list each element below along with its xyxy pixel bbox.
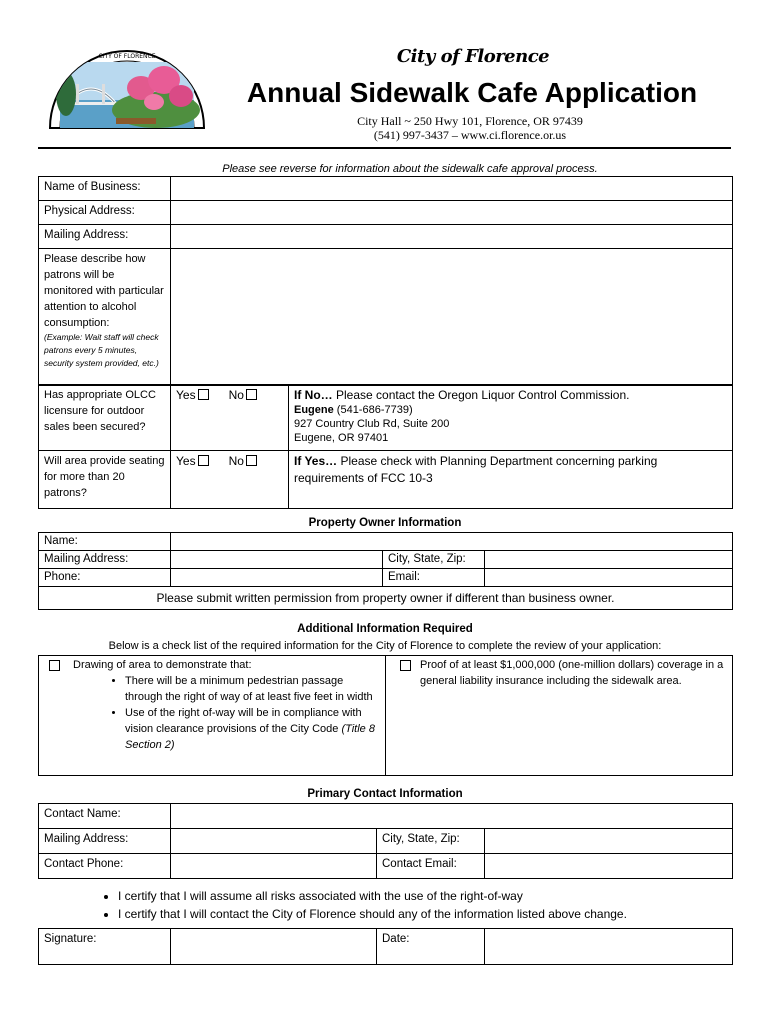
city-name-script: City of Florence <box>396 46 550 67</box>
physical-address-field[interactable] <box>171 201 733 225</box>
mailing-address-field[interactable] <box>171 225 733 249</box>
svg-text:CITY OF FLORENCE: CITY OF FLORENCE <box>98 53 156 60</box>
business-name-label: Name of Business: <box>39 177 171 201</box>
city-logo <box>46 44 208 132</box>
owner-mailing-field[interactable] <box>171 551 383 569</box>
signature-label: Signature: <box>39 929 171 965</box>
contact-email-field[interactable] <box>485 854 733 879</box>
patrons-yes-option[interactable]: Yes <box>176 454 209 468</box>
olcc-no-checkbox[interactable] <box>246 389 257 400</box>
contact-city-field[interactable] <box>485 829 733 854</box>
drawing-bullet-pedestrian: • There will be a minimum pedestrian passage through the right of way of at least five feet in width <box>125 673 379 705</box>
owner-permission-note: Please submit written permission from property owner if different than business owner. <box>39 587 733 610</box>
owner-city-label: City, State, Zip: <box>383 551 485 569</box>
contact-table <box>38 803 733 879</box>
patrons-options <box>171 451 289 509</box>
drawing-item: Drawing of area to demonstrate that: • There will be a minimum pedestrian passage through the right of way of at least five feet in width • Use of the right of-way will be in compliance with vision clearance provisions of the City Code (Title 8 Section 2) <box>39 656 386 776</box>
olcc-options <box>171 385 289 451</box>
contact-bottom-rule <box>38 878 733 879</box>
contact-name-field[interactable] <box>171 804 733 829</box>
monitoring-field[interactable] <box>171 249 733 386</box>
mailing-address-label: Mailing Address: <box>39 225 171 249</box>
business-name-field[interactable] <box>171 177 733 201</box>
drawing-checkbox[interactable] <box>49 660 60 671</box>
olcc-yes-checkbox[interactable] <box>198 389 209 400</box>
intro-note: Please see reverse for information about the sidewalk cafe approval process. <box>222 163 598 175</box>
owner-table <box>38 532 733 610</box>
physical-address-label: Physical Address: <box>39 201 171 225</box>
owner-section-title: Property Owner Information <box>308 517 462 529</box>
owner-email-label: Email: <box>383 569 485 587</box>
contact-phone-label: Contact Phone: <box>39 854 171 879</box>
insurance-item: Proof of at least $1,000,000 (one-million dollars) coverage in a general liability insurance including the sidewalk area. <box>386 656 733 776</box>
business-table <box>38 176 733 386</box>
additional-section-title: Additional Information Required <box>297 623 473 635</box>
owner-city-field[interactable] <box>485 551 733 569</box>
contact-section-title: Primary Contact Information <box>307 788 463 800</box>
contact-name-label: Contact Name: <box>39 804 171 829</box>
questions-table <box>38 384 733 509</box>
patrons-no-option[interactable]: No <box>229 454 257 468</box>
signature-field[interactable] <box>171 929 377 965</box>
signature-table <box>38 928 733 965</box>
olcc-question: Has appropriate OLCC licensure for outdoor sales been secured? <box>39 385 171 451</box>
owner-phone-label: Phone: <box>39 569 171 587</box>
contact-email-label: Contact Email: <box>377 854 485 879</box>
monitoring-example: (Example: Wait staff will check patrons every 5 minutes, security system provided, etc.) <box>44 332 159 368</box>
certification-risk: • I certify that I will assume all risks associated with the use of the right-of-way <box>118 887 738 905</box>
insurance-checkbox[interactable] <box>400 660 411 671</box>
patrons-no-checkbox[interactable] <box>246 455 257 466</box>
owner-name-label: Name: <box>39 533 171 551</box>
city-contact-line: (541) 997-3437 – www.ci.florence.or.us <box>373 128 567 142</box>
checklist-table <box>38 655 733 776</box>
contact-mailing-field[interactable] <box>171 829 377 854</box>
city-hall-address: City Hall ~ 250 Hwy 101, Florence, OR 97439 <box>357 114 583 128</box>
owner-name-field[interactable] <box>171 533 733 551</box>
certification-contact: • I certify that I will contact the City of Florence should any of the information listed above change. <box>118 905 738 923</box>
additional-subtitle: Below is a check list of the required information for the City of Florence to complete the review of your application: <box>108 640 662 652</box>
page-title: Annual Sidewalk Cafe Application <box>246 77 698 108</box>
monitoring-label: Please describe how patrons will be monitored with particular attention to alcohol consumption: (Example: Wait staff will check patrons every 5 minutes, security system provided, etc.) <box>39 249 171 386</box>
contact-phone-field[interactable] <box>171 854 377 879</box>
drawing-bullet-vision: • Use of the right of-way will be in compliance with vision clearance provisions of the City Code (Title 8 Section 2) <box>125 705 379 753</box>
patrons-question: Will area provide seating for more than 20 patrons? <box>39 451 171 509</box>
date-field[interactable] <box>485 929 733 965</box>
olcc-instructions: If No… Please contact the Oregon Liquor Control Commission. Eugene (541-686-7739) 927 Country Club Rd, Suite 200 Eugene, OR 97401 <box>289 385 733 451</box>
olcc-no-option[interactable]: No <box>229 388 257 402</box>
owner-phone-field[interactable] <box>171 569 383 587</box>
owner-email-field[interactable] <box>485 569 733 587</box>
contact-city-label: City, State, Zip: <box>377 829 485 854</box>
patrons-yes-checkbox[interactable] <box>198 455 209 466</box>
certification-list <box>96 887 738 923</box>
header-divider <box>38 147 731 149</box>
contact-mailing-label: Mailing Address: <box>39 829 171 854</box>
olcc-yes-option[interactable]: Yes <box>176 388 209 402</box>
owner-mailing-label: Mailing Address: <box>39 551 171 569</box>
date-label: Date: <box>377 929 485 965</box>
patrons-instructions: If Yes… Please check with Planning Department concerning parking requirements of FCC 10-3 <box>289 451 733 509</box>
